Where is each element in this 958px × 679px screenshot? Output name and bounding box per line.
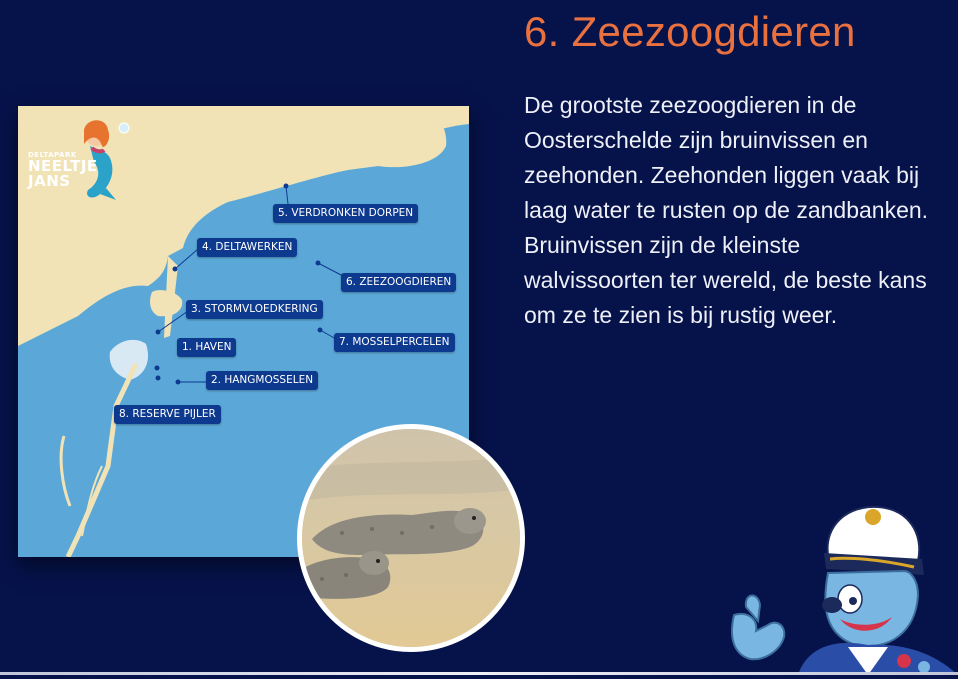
description-text: De grootste zeezoogdieren in de Oosterschelde zijn bruinvissen en zeehonden. Zeehonden liggen vaak bij laag water te rusten op de zandbanken. Bruinvissen zijn de kleinste walvissoorten ter wereld, de beste kans om ze te zien is bij rustig weer. <box>524 92 929 328</box>
map-marker-zeezoogdieren[interactable]: 6. ZEEZOOGDIEREN <box>341 273 456 292</box>
map-marker-deltawerken[interactable]: 4. DELTAWERKEN <box>197 238 297 257</box>
map-marker-haven[interactable]: 1. HAVEN <box>177 338 236 357</box>
page-title: 6. Zeezoogdieren <box>524 8 856 55</box>
brand-logo <box>28 152 98 189</box>
sailor-seal-mascot-icon <box>728 495 958 679</box>
brand-line-1: NEELTJE <box>28 157 98 175</box>
map-marker-hangmosselen[interactable]: 2. HANGMOSSELEN <box>206 371 318 390</box>
brand-small-text: DELTAPARK <box>28 151 77 159</box>
brand-line-2: JANS <box>28 172 71 190</box>
map-marker-mosselpercelen[interactable]: 7. MOSSELPERCELEN <box>334 333 455 352</box>
seals-photo <box>297 424 525 652</box>
map-marker-stormvloedkering[interactable]: 3. STORMVLOEDKERING <box>186 300 323 319</box>
map-marker-reserve-pijler[interactable]: 8. RESERVE PIJLER <box>114 405 221 424</box>
map-marker-verdronken-dorpen[interactable]: 5. VERDRONKEN DORPEN <box>273 204 418 223</box>
